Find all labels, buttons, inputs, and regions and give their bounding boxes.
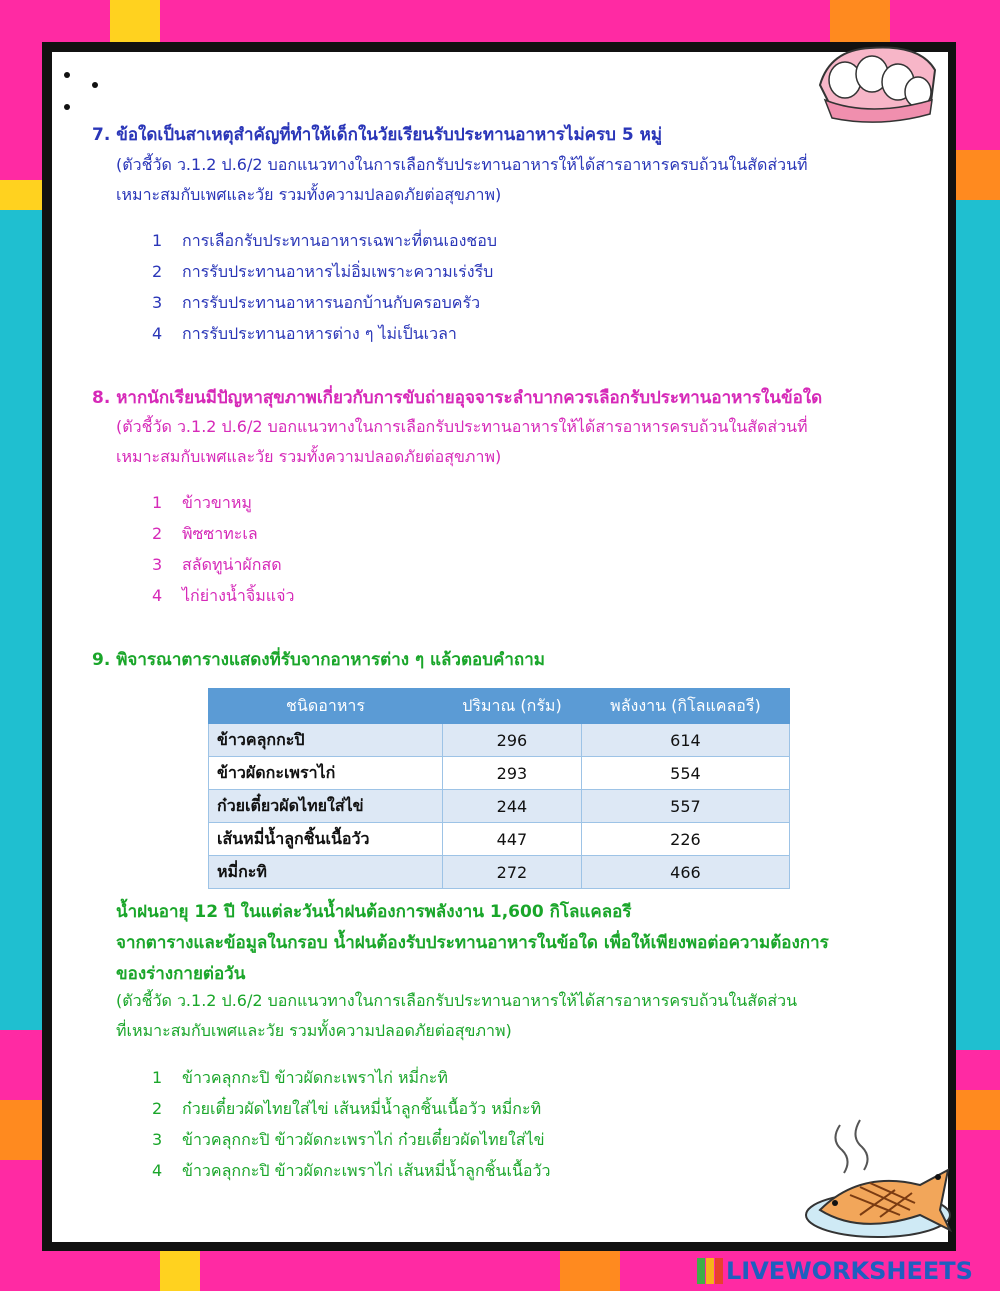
option-text: ข้าวคลุกกะปิ ข้าวผัดกะเพราไก่ ก๋วยเตี๋ยวผัดไทยใส่ไข่: [182, 1130, 545, 1149]
bullet-dot: [64, 104, 70, 110]
liveworksheets-logo-icon: [697, 1258, 723, 1284]
table-header: ปริมาณ (กรัม): [443, 689, 582, 724]
table-cell: 244: [443, 790, 582, 823]
frame-stripe: [0, 180, 42, 210]
table-cell: ข้าวคลุกกะปิ: [209, 724, 443, 757]
option-text: การเลือกรับประทานอาหารเฉพาะที่ตนเองชอบ: [182, 231, 497, 250]
question-8-option-3[interactable]: [152, 553, 282, 578]
table-cell: 554: [581, 757, 789, 790]
option-number: 1: [152, 1068, 163, 1087]
question-7-option-2[interactable]: [152, 260, 493, 285]
table-row: [209, 856, 790, 889]
question-7-title: 7. ข้อใดเป็นสาเหตุสำคัญที่ทำให้เด็กในวัยเรียนรับประทานอาหารไม่ครบ 5 หมู่: [92, 125, 663, 145]
question-7-indicator: [116, 150, 906, 210]
option-number: 2: [152, 524, 163, 543]
option-text: การรับประทานอาหารไม่อิ่มเพราะความเร่งรีบ: [182, 262, 494, 281]
table-cell: 447: [443, 823, 582, 856]
question-9-option-4[interactable]: [152, 1159, 550, 1184]
question-8-option-2[interactable]: [152, 522, 258, 547]
context-line: ของร่างกายต่อวัน: [116, 964, 246, 984]
question-8-title: 8. หากนักเรียนมีปัญหาสุขภาพเกี่ยวกับการขับถ่ายอุจจาระลำบากควรเลือกรับประทานอาหารในข้อใด: [92, 388, 823, 408]
bullet-dot: [92, 82, 98, 88]
question-7-option-1[interactable]: [152, 229, 497, 254]
indicator-line: (ตัวชี้วัด ว.1.2 ป.6/2 บอกแนวทางในการเลือกรับประทานอาหารให้ได้สารอาหารครบถ้วนในสัดส่วน: [116, 991, 798, 1010]
table-row: [209, 757, 790, 790]
option-text: ไก่ย่างน้ำจิ้มแจ่ว: [182, 586, 295, 605]
question-7-option-4[interactable]: [152, 322, 457, 347]
indicator-line: (ตัวชี้วัด ว.1.2 ป.6/2 บอกแนวทางในการเลือกรับประทานอาหารให้ได้สารอาหารครบถ้วนในสัดส่วนที่: [116, 417, 808, 436]
table-cell: 557: [581, 790, 789, 823]
option-number: 1: [152, 493, 163, 512]
option-text: สลัดทูน่าผักสด: [182, 555, 282, 574]
food-energy-table: [208, 688, 790, 889]
table-cell: ข้าวผัดกะเพราไก่: [209, 757, 443, 790]
frame-stripe: [0, 1100, 42, 1160]
option-number: 3: [152, 293, 163, 312]
question-9-indicator: [116, 986, 906, 1046]
question-9-option-3[interactable]: [152, 1128, 545, 1153]
frame-stripe: [110, 0, 160, 42]
table-row: [209, 724, 790, 757]
table-row: [209, 790, 790, 823]
option-text: ข้าวคลุกกะปิ ข้าวผัดกะเพราไก่ หมี่กะทิ: [182, 1068, 448, 1087]
table-cell: ก๋วยเตี๋ยวผัดไทยใส่ไข่: [209, 790, 443, 823]
option-number: 3: [152, 555, 163, 574]
indicator-line: ที่เหมาะสมกับเพศและวัย รวมทั้งความปลอดภัยต่อสุขภาพ): [116, 1021, 512, 1040]
frame-stripe: [956, 150, 1000, 200]
indicator-line: เหมาะสมกับเพศและวัย รวมทั้งความปลอดภัยต่อสุขภาพ): [116, 447, 502, 466]
indicator-line: (ตัวชี้วัด ว.1.2 ป.6/2 บอกแนวทางในการเลือกรับประทานอาหารให้ได้สารอาหารครบถ้วนในสัดส่วนที่: [116, 155, 808, 174]
table-header-row: [209, 689, 790, 724]
brand-name: LIVEWORKSHEETS: [726, 1257, 973, 1285]
bullet-dot: [64, 72, 70, 78]
table-header: พลังงาน (กิโลแคลอรี): [581, 689, 789, 724]
question-9-title: 9. พิจารณาตารางแสดงที่รับจากอาหารต่าง ๆ แล้วตอบคำถาม: [92, 650, 545, 670]
option-text: ข้าวขาหมู: [182, 493, 252, 512]
frame-stripe: [956, 1090, 1000, 1130]
option-number: 3: [152, 1130, 163, 1149]
option-number: 1: [152, 231, 163, 250]
table-cell: หมี่กะทิ: [209, 856, 443, 889]
table-cell: 272: [443, 856, 582, 889]
table-cell: เส้นหมี่น้ำลูกชิ้นเนื้อวัว: [209, 823, 443, 856]
table-cell: 226: [581, 823, 789, 856]
question-8-option-4[interactable]: [152, 584, 294, 609]
question-9-option-1[interactable]: [152, 1066, 448, 1091]
option-text: ก๋วยเตี๋ยวผัดไทยใส่ไข่ เส้นหมี่น้ำลูกชิ้นเนื้อวัว หมี่กะทิ: [182, 1099, 542, 1118]
frame-stripe: [0, 210, 42, 1030]
egg-carton-icon: [810, 30, 945, 130]
option-text: การรับประทานอาหารนอกบ้านกับครอบครัว: [182, 293, 481, 312]
option-number: 4: [152, 586, 163, 605]
question-8-option-1[interactable]: [152, 491, 252, 516]
option-number: 2: [152, 1099, 163, 1118]
question-9-context: [116, 898, 829, 991]
context-line: จากตารางและข้อมูลในกรอบ น้ำฝนต้องรับประทานอาหารในข้อใด เพื่อให้เพียงพอต่อความต้องการ: [116, 933, 829, 953]
frame-stripe: [160, 1251, 200, 1291]
context-line: น้ำฝนอายุ 12 ปี ในแต่ละวันน้ำฝนต้องการพลังงาน 1,600 กิโลแคลอรี: [116, 902, 632, 922]
option-number: 2: [152, 262, 163, 281]
option-text: ข้าวคลุกกะปิ ข้าวผัดกะเพราไก่ เส้นหมี่น้ำลูกชิ้นเนื้อวัว: [182, 1161, 551, 1180]
indicator-line: เหมาะสมกับเพศและวัย รวมทั้งความปลอดภัยต่อสุขภาพ): [116, 185, 502, 204]
table-cell: 614: [581, 724, 789, 757]
table-cell: 466: [581, 856, 789, 889]
table-row: [209, 823, 790, 856]
table-cell: 293: [443, 757, 582, 790]
option-number: 4: [152, 324, 163, 343]
frame-stripe: [956, 200, 1000, 1050]
question-8-indicator: [116, 412, 906, 472]
grilled-fish-icon: [800, 1115, 955, 1245]
question-7-option-3[interactable]: [152, 291, 480, 316]
option-text: การรับประทานอาหารต่าง ๆ ไม่เป็นเวลา: [182, 324, 457, 343]
frame-stripe: [560, 1251, 620, 1291]
option-number: 4: [152, 1161, 163, 1180]
question-9-option-2[interactable]: [152, 1097, 541, 1122]
table-cell: 296: [443, 724, 582, 757]
option-text: พิซซาทะเล: [182, 524, 258, 543]
table-header: ชนิดอาหาร: [209, 689, 443, 724]
